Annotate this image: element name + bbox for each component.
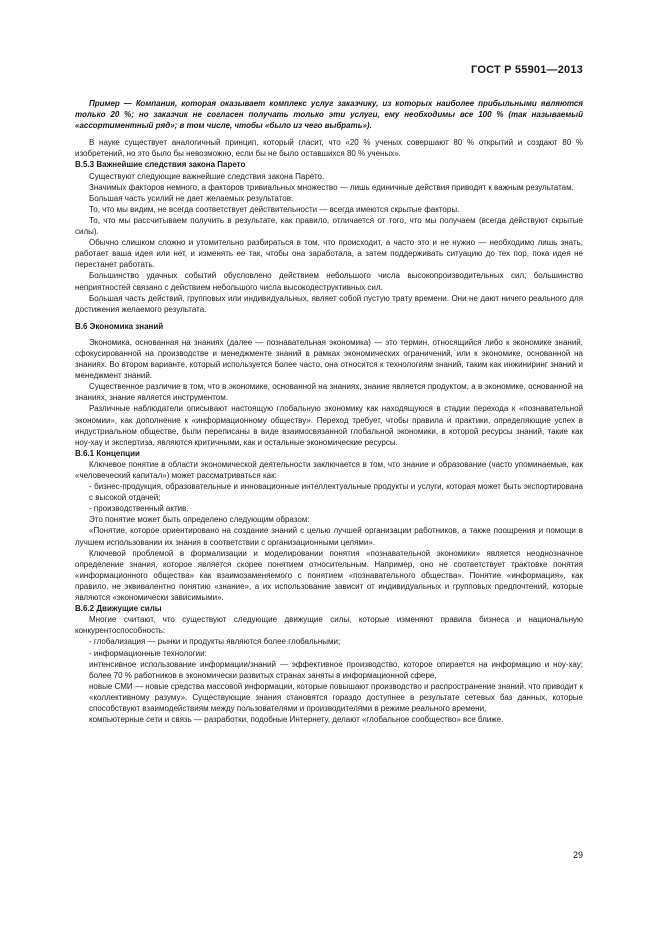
section-heading: - глобализация — рынки и продукты являются более глобальными; <box>89 637 341 647</box>
section-heading: В.5.3 Важнейшие следствия закона Парето <box>75 160 246 170</box>
section-heading: В.6 Экономика знаний <box>75 321 164 331</box>
paragraph: Существуют следующие важнейшие следствия закона Парето. <box>89 171 325 181</box>
paragraph: Обычно слишком сложно и утомительно разбираться в том, что происходит, а часто это и не нужно — необходимо лишь знать, работает ваша идея или нет, и изменять ее так, чтобы она заработала, а затем поддерживать ситуацию до тех пор, пока идея не перестанет работать. <box>75 238 583 270</box>
paragraph: Это понятие может быть определено следующим образом: <box>89 515 310 525</box>
paragraph: Большая часть усилий не дает желаемых результатов. <box>89 193 294 203</box>
section-heading: - бизнес-продукция, образовательные и инновационные интеллектуальные продукты и услуги, которая может быть экспортирована с высокой отдачей; <box>89 482 583 503</box>
paragraph: Ключевой проблемой в формализации и моделировании понятия «познавательной экономики» является неоднозначное определение знания, которое является скорее понятием относительным. Например, оно не соответствует трактовке понятия «информационного общества» как взаимозаменяемого с понятием «познавательного общества». Понятие «информация», как правило, не эквивалентно понятию «знание», а их использование зависит от индивидуальных и групповых предпочтений, которые являются «экономически зависимыми». <box>75 548 583 603</box>
paragraph: То, что мы видим, не всегда соответствует действительности — всегда имеются скрытые факторы. <box>89 204 460 214</box>
paragraph: Значимых факторов немного, а факторов тривиальных множество — лишь единичные действия приводят к важным результатам. <box>89 182 574 192</box>
document-body <box>75 98 583 725</box>
paragraph: Ключевое понятие в области экономической деятельности заключается в том, что знание и образование (часто упоминаемые, как «человеческий капитал») может рассматриваться как: <box>75 459 583 480</box>
paragraph: компьютерные сети и связь — разработки, подобные Интернету, делают «глобальное сообщество» все ближе. <box>89 715 504 725</box>
paragraph: Существенное различие в том, что в экономике, основанной на знаниях, знание является продуктом, а в экономике, основанной на знаниях, знание является инструментом. <box>75 382 583 403</box>
paragraph: Большая часть действий, групповых или индивидуальных, являет собой пустую трату времени. Они не дают ничего реального для достижения желаемого результата. <box>75 293 583 314</box>
paragraph: Многие считают, что существуют следующие движущие силы, которые изменяют правила бизнеса и национальную конкурентоспособность: <box>75 615 583 636</box>
document-header: ГОСТ Р 55901—2013 <box>471 64 583 76</box>
section-heading: - производственный актив. <box>89 504 189 514</box>
paragraph: Пример — Компания, которая оказывает комплекс услуг заказчику, из которых наиболее прибыльными являются только 20 %; но заказчик не согласен получать только эти услуги, ему необходимы все 100 % (так называемый «ассортиментный ряд»; в том числе, чтобы «было из чего выбрать»). <box>75 99 583 131</box>
paragraph: новые СМИ — новые средства массовой информации, которые повышают производство и распространение знаний, что приводит к «коллективному разуму». Существующие знания становятся гораздо доступнее в результате сетевых баз данных, которые способствуют взаимодействиям между пользователями и производителями в режиме реального времени, <box>89 681 583 713</box>
section-heading: В.6.2 Движущие силы <box>75 604 162 614</box>
section-heading: В.6.1 Концепции <box>75 448 140 458</box>
paragraph: «Понятие, которое ориентировано на создание знаний с целью лучшей организации работников, а также поощрения и помощи в лучшем использовании их знания в соответствии с организационными целями». <box>75 526 583 547</box>
page-number: 29 <box>572 850 583 860</box>
paragraph: Большинство удачных событий обусловлено действием небольшого числа высокопроизводительных сил; большинство неприятностей связано с действием небольшого числа высокодеструктивных сил. <box>75 271 583 292</box>
section-heading: - информационные технологии: <box>89 648 207 658</box>
paragraph: Экономика, основанная на знаниях (далее — познавательная экономика) — это термин, относящийся либо к экономике знаний, сфокусированной на производстве и менеджменте знаний в рамках экономических ограничений, или к экономике, основанной на знаниях. Во втором варианте, который используется более часто, она относится к технологиям знаний, таким как инжиниринг знаний и менеджмент знаний. <box>75 337 583 381</box>
paragraph: Различные наблюдатели описывают настоящую глобальную экономику как находящуюся в стадии перехода к «познавательной экономии», как дополнение к «информационному обществу». Переход требует, чтобы правила и практики, определяющие успех в индустриальном обществе, были переписаны в виде взаимосвязанной глобальной экономики, в которой ресурсы знаний, такие как ноу-хау и экспертиза, являются критичными, как и остальные экономические ресурсы. <box>75 404 583 447</box>
paragraph: В науке существует аналогичный принцип, который гласит, что «20 % ученых совершают 80 % открытий и создают 80 % изобретений, но это было бы невозможно, если бы не было оставшихся 80 % ученых». <box>75 138 583 159</box>
paragraph: То, что мы рассчитываем получить в результате, как правило, отличается от того, что мы получаем (всегда действуют скрытые силы). <box>75 215 583 237</box>
paragraph: интенсивное использование информации/знаний — эффективное производство, которое опирается на информацию и ноу-хау; более 70 % работников в экономически развитых странах заняты в информационной сфере, <box>89 659 583 680</box>
